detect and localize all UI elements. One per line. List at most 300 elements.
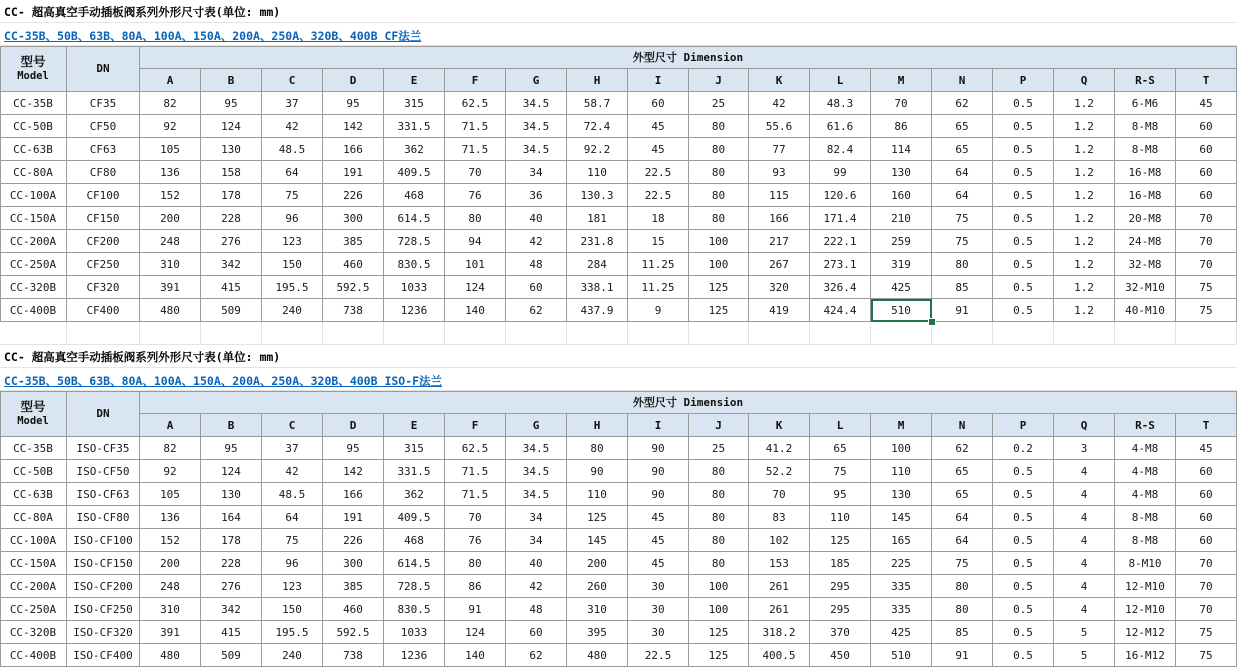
dim-cell-h[interactable]: 284 <box>567 253 628 276</box>
dim-cell-h[interactable]: 72.4 <box>567 115 628 138</box>
grid-cell[interactable] <box>628 368 689 391</box>
dim-cell-d[interactable]: 738 <box>323 644 384 667</box>
dim-cell-h[interactable]: 110 <box>567 161 628 184</box>
dim-cell-f[interactable]: 101 <box>445 253 506 276</box>
dim-cell-g[interactable]: 48 <box>506 253 567 276</box>
dim-cell-r-s[interactable]: 12-M10 <box>1115 598 1176 621</box>
grid-cell[interactable] <box>810 345 871 368</box>
selected-cell[interactable]: 510 <box>871 299 932 322</box>
dim-cell-t[interactable]: 60 <box>1176 529 1237 552</box>
dim-cell-j[interactable]: 80 <box>689 506 749 529</box>
grid-cell[interactable] <box>628 0 689 23</box>
model-cell[interactable]: CC-320B <box>0 621 67 644</box>
dim-cell-p[interactable]: 0.5 <box>993 621 1054 644</box>
dim-cell-q[interactable]: 4 <box>1054 552 1115 575</box>
dim-cell-a[interactable]: 391 <box>140 276 201 299</box>
dim-cell-h[interactable]: 395 <box>567 621 628 644</box>
dim-cell-p[interactable]: 0.5 <box>993 253 1054 276</box>
dim-cell-r-s[interactable]: 16-M8 <box>1115 184 1176 207</box>
dim-cell-n[interactable]: 65 <box>932 460 993 483</box>
grid-cell[interactable] <box>993 322 1054 345</box>
dim-cell-f[interactable]: 70 <box>445 161 506 184</box>
grid-cell[interactable] <box>1176 368 1237 391</box>
dim-cell-m[interactable]: 145 <box>871 506 932 529</box>
dim-cell-c[interactable]: 240 <box>262 644 323 667</box>
grid-cell[interactable] <box>506 322 567 345</box>
dim-cell-c[interactable]: 37 <box>262 437 323 460</box>
dim-cell-l[interactable]: 185 <box>810 552 871 575</box>
model-cell[interactable]: CC-150A <box>0 207 67 230</box>
dim-cell-l[interactable]: 65 <box>810 437 871 460</box>
dim-cell-f[interactable]: 71.5 <box>445 460 506 483</box>
dim-cell-f[interactable]: 70 <box>445 506 506 529</box>
grid-cell[interactable] <box>1176 23 1237 46</box>
dim-cell-b[interactable]: 95 <box>201 92 262 115</box>
grid-cell[interactable] <box>749 322 810 345</box>
dim-cell-j[interactable]: 100 <box>689 598 749 621</box>
dim-cell-e[interactable]: 830.5 <box>384 253 445 276</box>
dim-cell-f[interactable]: 140 <box>445 299 506 322</box>
dim-cell-i[interactable]: 30 <box>628 598 689 621</box>
dim-cell-c[interactable]: 75 <box>262 184 323 207</box>
dn-cell[interactable]: ISO-CF100 <box>67 529 140 552</box>
dim-cell-m[interactable]: 100 <box>871 437 932 460</box>
dim-cell-n[interactable]: 62 <box>932 92 993 115</box>
dim-cell-a[interactable]: 152 <box>140 529 201 552</box>
dim-cell-e[interactable]: 1033 <box>384 621 445 644</box>
dim-cell-c[interactable]: 64 <box>262 161 323 184</box>
dim-cell-k[interactable]: 42 <box>749 92 810 115</box>
dim-cell-f[interactable]: 76 <box>445 184 506 207</box>
dim-cell-r-s[interactable]: 8-M8 <box>1115 506 1176 529</box>
grid-cell[interactable] <box>810 0 871 23</box>
dim-cell-r-s[interactable]: 16-M12 <box>1115 644 1176 667</box>
dim-cell-n[interactable]: 75 <box>932 207 993 230</box>
grid-cell[interactable] <box>1054 0 1115 23</box>
dim-cell-k[interactable]: 419 <box>749 299 810 322</box>
model-cell[interactable]: CC-50B <box>0 115 67 138</box>
dim-cell-p[interactable]: 0.5 <box>993 276 1054 299</box>
dn-cell[interactable]: CF400 <box>67 299 140 322</box>
dim-cell-n[interactable]: 65 <box>932 115 993 138</box>
dim-cell-m[interactable]: 165 <box>871 529 932 552</box>
dim-cell-p[interactable]: 0.5 <box>993 506 1054 529</box>
dim-cell-e[interactable]: 331.5 <box>384 115 445 138</box>
dim-cell-a[interactable]: 248 <box>140 230 201 253</box>
grid-cell[interactable] <box>993 368 1054 391</box>
dim-cell-h[interactable]: 90 <box>567 460 628 483</box>
dim-cell-h[interactable]: 480 <box>567 644 628 667</box>
dim-cell-e[interactable]: 728.5 <box>384 575 445 598</box>
dim-cell-k[interactable]: 261 <box>749 598 810 621</box>
dim-cell-e[interactable]: 614.5 <box>384 552 445 575</box>
grid-cell[interactable] <box>749 345 810 368</box>
dim-cell-p[interactable]: 0.5 <box>993 230 1054 253</box>
dim-cell-l[interactable]: 95 <box>810 483 871 506</box>
dim-cell-d[interactable]: 142 <box>323 460 384 483</box>
dim-cell-j[interactable]: 80 <box>689 138 749 161</box>
dim-cell-e[interactable]: 409.5 <box>384 506 445 529</box>
dim-cell-i[interactable]: 9 <box>628 299 689 322</box>
dim-cell-m[interactable]: 335 <box>871 575 932 598</box>
grid-cell[interactable] <box>262 322 323 345</box>
dim-cell-c[interactable]: 96 <box>262 207 323 230</box>
dim-cell-a[interactable]: 82 <box>140 92 201 115</box>
grid-cell[interactable] <box>1054 23 1115 46</box>
grid-cell[interactable] <box>1176 322 1237 345</box>
dim-cell-m[interactable]: 225 <box>871 552 932 575</box>
grid-cell[interactable] <box>871 23 932 46</box>
dim-cell-k[interactable]: 267 <box>749 253 810 276</box>
dim-cell-q[interactable]: 4 <box>1054 529 1115 552</box>
dim-cell-h[interactable]: 200 <box>567 552 628 575</box>
grid-cell[interactable] <box>0 322 67 345</box>
dim-cell-c[interactable]: 48.5 <box>262 483 323 506</box>
dim-cell-c[interactable]: 195.5 <box>262 621 323 644</box>
dim-cell-j[interactable]: 80 <box>689 207 749 230</box>
dim-cell-p[interactable]: 0.5 <box>993 460 1054 483</box>
grid-cell[interactable] <box>506 368 567 391</box>
dim-cell-a[interactable]: 310 <box>140 253 201 276</box>
dim-cell-p[interactable]: 0.5 <box>993 299 1054 322</box>
dim-cell-f[interactable]: 71.5 <box>445 115 506 138</box>
dim-cell-j[interactable]: 80 <box>689 161 749 184</box>
dim-cell-h[interactable]: 130.3 <box>567 184 628 207</box>
dim-cell-l[interactable]: 120.6 <box>810 184 871 207</box>
grid-cell[interactable] <box>810 322 871 345</box>
dim-cell-p[interactable]: 0.5 <box>993 598 1054 621</box>
dim-cell-i[interactable]: 45 <box>628 506 689 529</box>
model-cell[interactable]: CC-320B <box>0 276 67 299</box>
grid-cell[interactable] <box>323 322 384 345</box>
dim-cell-c[interactable]: 240 <box>262 299 323 322</box>
dim-cell-t[interactable]: 60 <box>1176 483 1237 506</box>
grid-cell[interactable] <box>1115 0 1176 23</box>
dim-cell-t[interactable]: 60 <box>1176 161 1237 184</box>
dim-cell-n[interactable]: 64 <box>932 529 993 552</box>
dim-cell-e[interactable]: 1236 <box>384 644 445 667</box>
dn-cell[interactable]: CF100 <box>67 184 140 207</box>
dim-cell-i[interactable]: 30 <box>628 621 689 644</box>
dim-cell-g[interactable]: 34.5 <box>506 92 567 115</box>
dim-cell-r-s[interactable]: 8-M10 <box>1115 552 1176 575</box>
dim-cell-n[interactable]: 64 <box>932 506 993 529</box>
dim-cell-b[interactable]: 509 <box>201 644 262 667</box>
dim-cell-l[interactable]: 326.4 <box>810 276 871 299</box>
dim-cell-i[interactable]: 90 <box>628 460 689 483</box>
dim-cell-d[interactable]: 95 <box>323 437 384 460</box>
dim-cell-l[interactable]: 99 <box>810 161 871 184</box>
dim-cell-k[interactable]: 93 <box>749 161 810 184</box>
dim-cell-e[interactable]: 315 <box>384 92 445 115</box>
dim-cell-f[interactable]: 124 <box>445 621 506 644</box>
grid-cell[interactable] <box>689 368 749 391</box>
dim-cell-k[interactable]: 318.2 <box>749 621 810 644</box>
dim-cell-p[interactable]: 0.5 <box>993 92 1054 115</box>
dim-cell-m[interactable]: 210 <box>871 207 932 230</box>
dim-cell-m[interactable]: 130 <box>871 161 932 184</box>
dim-cell-a[interactable]: 136 <box>140 506 201 529</box>
dim-cell-d[interactable]: 300 <box>323 207 384 230</box>
dim-cell-l[interactable]: 75 <box>810 460 871 483</box>
dim-cell-a[interactable]: 391 <box>140 621 201 644</box>
dim-cell-g[interactable]: 36 <box>506 184 567 207</box>
grid-cell[interactable] <box>445 23 506 46</box>
dim-cell-n[interactable]: 80 <box>932 253 993 276</box>
dim-cell-c[interactable]: 37 <box>262 92 323 115</box>
dim-cell-f[interactable]: 91 <box>445 598 506 621</box>
dim-cell-l[interactable]: 273.1 <box>810 253 871 276</box>
dim-cell-n[interactable]: 62 <box>932 437 993 460</box>
dim-cell-g[interactable]: 40 <box>506 207 567 230</box>
dim-cell-d[interactable]: 226 <box>323 529 384 552</box>
dim-cell-t[interactable]: 70 <box>1176 598 1237 621</box>
dim-cell-e[interactable]: 830.5 <box>384 598 445 621</box>
dim-cell-c[interactable]: 195.5 <box>262 276 323 299</box>
dim-cell-m[interactable]: 510 <box>871 644 932 667</box>
dim-cell-t[interactable]: 60 <box>1176 115 1237 138</box>
dim-cell-j[interactable]: 80 <box>689 184 749 207</box>
dim-cell-n[interactable]: 80 <box>932 598 993 621</box>
dim-cell-p[interactable]: 0.5 <box>993 552 1054 575</box>
dim-cell-f[interactable]: 94 <box>445 230 506 253</box>
dim-cell-j[interactable]: 100 <box>689 253 749 276</box>
dim-cell-b[interactable]: 158 <box>201 161 262 184</box>
dim-cell-t[interactable]: 70 <box>1176 253 1237 276</box>
model-cell[interactable]: CC-100A <box>0 184 67 207</box>
dim-cell-b[interactable]: 124 <box>201 460 262 483</box>
grid-cell[interactable] <box>506 345 567 368</box>
dim-cell-a[interactable]: 200 <box>140 552 201 575</box>
dim-cell-i[interactable]: 22.5 <box>628 644 689 667</box>
dim-cell-r-s[interactable]: 12-M10 <box>1115 575 1176 598</box>
dn-cell[interactable]: CF200 <box>67 230 140 253</box>
grid-cell[interactable] <box>1054 322 1115 345</box>
dim-cell-c[interactable]: 42 <box>262 460 323 483</box>
dim-cell-b[interactable]: 415 <box>201 621 262 644</box>
dim-cell-j[interactable]: 100 <box>689 230 749 253</box>
dim-cell-j[interactable]: 125 <box>689 644 749 667</box>
dim-cell-l[interactable]: 61.6 <box>810 115 871 138</box>
dim-cell-e[interactable]: 1236 <box>384 299 445 322</box>
dim-cell-l[interactable]: 222.1 <box>810 230 871 253</box>
grid-cell[interactable] <box>506 0 567 23</box>
dim-cell-h[interactable]: 338.1 <box>567 276 628 299</box>
dim-cell-q[interactable]: 1.2 <box>1054 115 1115 138</box>
model-cell[interactable]: CC-400B <box>0 644 67 667</box>
dim-cell-j[interactable]: 125 <box>689 621 749 644</box>
dim-cell-t[interactable]: 45 <box>1176 92 1237 115</box>
dim-cell-p[interactable]: 0.5 <box>993 644 1054 667</box>
dim-cell-a[interactable]: 82 <box>140 437 201 460</box>
dim-cell-i[interactable]: 60 <box>628 92 689 115</box>
dim-cell-k[interactable]: 166 <box>749 207 810 230</box>
dim-cell-j[interactable]: 100 <box>689 575 749 598</box>
dim-cell-r-s[interactable]: 8-M8 <box>1115 115 1176 138</box>
dim-cell-n[interactable]: 85 <box>932 621 993 644</box>
dim-cell-l[interactable]: 370 <box>810 621 871 644</box>
grid-cell[interactable] <box>871 322 932 345</box>
grid-cell[interactable] <box>384 0 445 23</box>
grid-cell[interactable] <box>1176 345 1237 368</box>
dim-cell-h[interactable]: 125 <box>567 506 628 529</box>
dim-cell-c[interactable]: 64 <box>262 506 323 529</box>
grid-cell[interactable] <box>323 345 384 368</box>
grid-cell[interactable] <box>628 23 689 46</box>
fill-handle[interactable] <box>928 318 936 326</box>
dim-cell-t[interactable]: 60 <box>1176 506 1237 529</box>
dim-cell-f[interactable]: 80 <box>445 552 506 575</box>
dim-cell-q[interactable]: 1.2 <box>1054 207 1115 230</box>
dim-cell-n[interactable]: 64 <box>932 161 993 184</box>
dim-cell-b[interactable]: 342 <box>201 598 262 621</box>
dim-cell-t[interactable]: 70 <box>1176 575 1237 598</box>
dim-cell-q[interactable]: 1.2 <box>1054 299 1115 322</box>
grid-cell[interactable] <box>749 368 810 391</box>
dim-cell-q[interactable]: 5 <box>1054 644 1115 667</box>
dim-cell-k[interactable]: 70 <box>749 483 810 506</box>
dim-cell-h[interactable]: 145 <box>567 529 628 552</box>
grid-cell[interactable] <box>628 322 689 345</box>
dim-cell-f[interactable]: 71.5 <box>445 483 506 506</box>
dim-cell-n[interactable]: 80 <box>932 575 993 598</box>
dim-cell-h[interactable]: 231.8 <box>567 230 628 253</box>
dim-cell-d[interactable]: 300 <box>323 552 384 575</box>
grid-cell[interactable] <box>993 23 1054 46</box>
dim-cell-e[interactable]: 468 <box>384 529 445 552</box>
dim-cell-l[interactable]: 48.3 <box>810 92 871 115</box>
dim-cell-p[interactable]: 0.5 <box>993 115 1054 138</box>
dim-cell-k[interactable]: 217 <box>749 230 810 253</box>
dim-cell-b[interactable]: 276 <box>201 575 262 598</box>
dim-cell-m[interactable]: 130 <box>871 483 932 506</box>
dim-cell-t[interactable]: 75 <box>1176 276 1237 299</box>
dim-cell-k[interactable]: 153 <box>749 552 810 575</box>
dim-cell-q[interactable]: 4 <box>1054 598 1115 621</box>
dim-cell-g[interactable]: 60 <box>506 276 567 299</box>
dim-cell-m[interactable]: 425 <box>871 621 932 644</box>
dim-cell-t[interactable]: 75 <box>1176 644 1237 667</box>
dim-cell-e[interactable]: 362 <box>384 138 445 161</box>
dim-cell-m[interactable]: 110 <box>871 460 932 483</box>
dim-cell-n[interactable]: 85 <box>932 276 993 299</box>
dim-cell-m[interactable]: 160 <box>871 184 932 207</box>
dim-cell-p[interactable]: 0.5 <box>993 138 1054 161</box>
dim-cell-d[interactable]: 385 <box>323 575 384 598</box>
grid-cell[interactable] <box>506 23 567 46</box>
dim-cell-n[interactable]: 91 <box>932 644 993 667</box>
dim-cell-a[interactable]: 200 <box>140 207 201 230</box>
grid-cell[interactable] <box>932 0 993 23</box>
dim-cell-k[interactable]: 400.5 <box>749 644 810 667</box>
dn-cell[interactable]: ISO-CF35 <box>67 437 140 460</box>
dim-cell-q[interactable]: 4 <box>1054 460 1115 483</box>
dim-cell-q[interactable]: 3 <box>1054 437 1115 460</box>
dim-cell-a[interactable]: 480 <box>140 299 201 322</box>
dim-cell-i[interactable]: 15 <box>628 230 689 253</box>
grid-cell[interactable] <box>932 368 993 391</box>
grid-cell[interactable] <box>1176 0 1237 23</box>
dim-cell-j[interactable]: 80 <box>689 460 749 483</box>
dim-cell-l[interactable]: 295 <box>810 575 871 598</box>
dim-cell-k[interactable]: 83 <box>749 506 810 529</box>
dim-cell-c[interactable]: 150 <box>262 598 323 621</box>
dim-cell-h[interactable]: 181 <box>567 207 628 230</box>
dim-cell-i[interactable]: 90 <box>628 483 689 506</box>
grid-cell[interactable] <box>993 0 1054 23</box>
dim-cell-t[interactable]: 70 <box>1176 207 1237 230</box>
dim-cell-r-s[interactable]: 4-M8 <box>1115 437 1176 460</box>
grid-cell[interactable] <box>628 345 689 368</box>
dim-cell-h[interactable]: 80 <box>567 437 628 460</box>
dim-cell-q[interactable]: 1.2 <box>1054 184 1115 207</box>
dn-cell[interactable]: CF50 <box>67 115 140 138</box>
dim-cell-q[interactable]: 1.2 <box>1054 253 1115 276</box>
dim-cell-i[interactable]: 11.25 <box>628 253 689 276</box>
grid-cell[interactable] <box>445 368 506 391</box>
dim-cell-a[interactable]: 92 <box>140 115 201 138</box>
dim-cell-q[interactable]: 4 <box>1054 575 1115 598</box>
dim-cell-n[interactable]: 75 <box>932 230 993 253</box>
dim-cell-l[interactable]: 82.4 <box>810 138 871 161</box>
dim-cell-b[interactable]: 228 <box>201 207 262 230</box>
dim-cell-g[interactable]: 34 <box>506 506 567 529</box>
dim-cell-t[interactable]: 75 <box>1176 621 1237 644</box>
dim-cell-t[interactable]: 60 <box>1176 138 1237 161</box>
dim-cell-d[interactable]: 166 <box>323 483 384 506</box>
dim-cell-m[interactable]: 259 <box>871 230 932 253</box>
dim-cell-i[interactable]: 45 <box>628 529 689 552</box>
dim-cell-j[interactable]: 80 <box>689 529 749 552</box>
dn-cell[interactable]: ISO-CF320 <box>67 621 140 644</box>
dim-cell-e[interactable]: 409.5 <box>384 161 445 184</box>
dim-cell-d[interactable]: 95 <box>323 92 384 115</box>
dim-cell-c[interactable]: 48.5 <box>262 138 323 161</box>
dim-cell-i[interactable]: 45 <box>628 115 689 138</box>
dim-cell-c[interactable]: 150 <box>262 253 323 276</box>
dim-cell-d[interactable]: 385 <box>323 230 384 253</box>
dim-cell-b[interactable]: 130 <box>201 138 262 161</box>
grid-cell[interactable] <box>1115 322 1176 345</box>
dim-cell-n[interactable]: 91 <box>932 299 993 322</box>
dn-cell[interactable]: CF250 <box>67 253 140 276</box>
grid-cell[interactable] <box>689 23 749 46</box>
dim-cell-d[interactable]: 460 <box>323 598 384 621</box>
dn-cell[interactable]: CF320 <box>67 276 140 299</box>
dim-cell-e[interactable]: 728.5 <box>384 230 445 253</box>
dim-cell-i[interactable]: 22.5 <box>628 184 689 207</box>
grid-cell[interactable] <box>1115 23 1176 46</box>
dim-cell-r-s[interactable]: 40-M10 <box>1115 299 1176 322</box>
dim-cell-b[interactable]: 178 <box>201 184 262 207</box>
dim-cell-r-s[interactable]: 32-M10 <box>1115 276 1176 299</box>
dn-cell[interactable]: ISO-CF50 <box>67 460 140 483</box>
dim-cell-h[interactable]: 92.2 <box>567 138 628 161</box>
dim-cell-n[interactable]: 64 <box>932 184 993 207</box>
model-cell[interactable]: CC-400B <box>0 299 67 322</box>
dim-cell-t[interactable]: 60 <box>1176 184 1237 207</box>
grid-cell[interactable] <box>445 0 506 23</box>
grid-cell[interactable] <box>567 322 628 345</box>
dim-cell-a[interactable]: 105 <box>140 138 201 161</box>
dim-cell-g[interactable]: 34.5 <box>506 460 567 483</box>
dim-cell-k[interactable]: 41.2 <box>749 437 810 460</box>
dim-cell-p[interactable]: 0.5 <box>993 161 1054 184</box>
dim-cell-d[interactable]: 226 <box>323 184 384 207</box>
grid-cell[interactable] <box>1115 345 1176 368</box>
dim-cell-i[interactable]: 45 <box>628 138 689 161</box>
grid-cell[interactable] <box>201 322 262 345</box>
